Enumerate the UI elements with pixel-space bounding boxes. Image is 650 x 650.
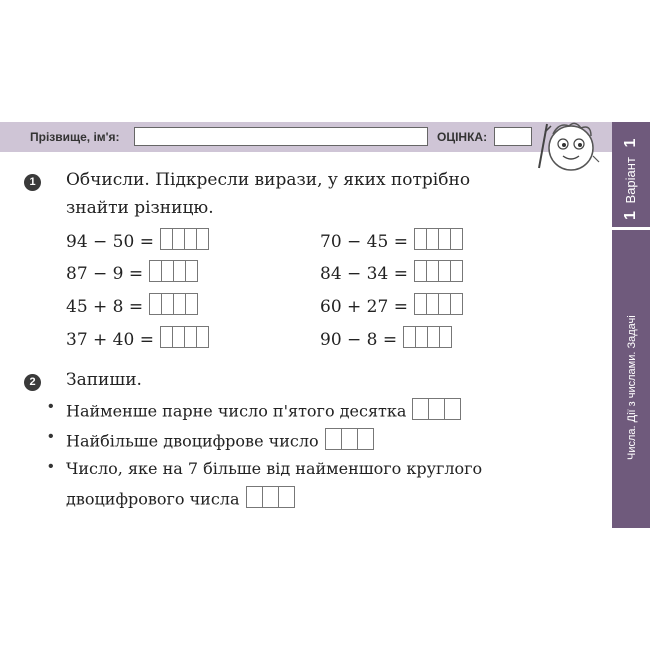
answer-grid[interactable] bbox=[325, 428, 373, 456]
answer-grid[interactable] bbox=[412, 398, 460, 426]
expression-right-2: 84 − 34 = bbox=[320, 260, 462, 289]
grade-label: ОЦІНКА: bbox=[437, 130, 488, 144]
task1-line2: знайти різницю. bbox=[66, 198, 214, 218]
expression-left-2: 87 − 9 = bbox=[66, 260, 197, 289]
expression-left-4: 37 + 40 = bbox=[66, 326, 208, 355]
expression-left-1: 94 − 50 = bbox=[66, 228, 208, 257]
answer-grid[interactable] bbox=[160, 326, 208, 355]
variant-tab bbox=[622, 139, 640, 220]
task-number-2: 2 bbox=[24, 374, 41, 391]
answer-grid[interactable] bbox=[160, 228, 208, 257]
variant-number-bottom: 1 bbox=[622, 211, 639, 220]
task2-item-3-line2: двоцифрового числа bbox=[66, 486, 294, 514]
name-field[interactable] bbox=[134, 127, 428, 146]
task2-item-2: Найбільше двоцифрове число bbox=[66, 428, 373, 456]
name-label: Прізвище, ім'я: bbox=[30, 130, 120, 144]
expression-right-4: 90 − 8 = bbox=[320, 326, 451, 355]
answer-grid[interactable] bbox=[414, 260, 462, 289]
content bbox=[0, 152, 612, 528]
answer-grid[interactable] bbox=[149, 293, 197, 322]
variant-label: Варіант bbox=[623, 157, 638, 204]
worksheet bbox=[0, 122, 650, 528]
grade-field[interactable] bbox=[494, 127, 532, 146]
topic-label: Числа. Дії з числами. Задачі bbox=[626, 315, 638, 460]
bullet: • bbox=[48, 428, 54, 445]
header-bar bbox=[0, 122, 612, 152]
task2-item-3: Число, яке на 7 більше від найменшого круглого bbox=[66, 459, 483, 478]
answer-grid[interactable] bbox=[403, 326, 451, 355]
answer-grid[interactable] bbox=[414, 228, 462, 257]
answer-grid[interactable] bbox=[149, 260, 197, 289]
task2-item-1: Найменше парне число п'ятого десятка bbox=[66, 398, 460, 426]
answer-grid[interactable] bbox=[414, 293, 462, 322]
answer-grid[interactable] bbox=[246, 486, 294, 514]
side-tab bbox=[612, 122, 650, 528]
task-number-1: 1 bbox=[24, 174, 41, 191]
expression-right-3: 60 + 27 = bbox=[320, 293, 462, 322]
bullet: • bbox=[48, 458, 54, 475]
side-divider bbox=[612, 227, 650, 230]
expression-right-1: 70 − 45 = bbox=[320, 228, 462, 257]
task1-line1: Обчисли. Підкресли вирази, у яких потрібно bbox=[66, 170, 471, 190]
expression-left-3: 45 + 8 = bbox=[66, 293, 197, 322]
bullet: • bbox=[48, 398, 54, 415]
task2-title: Запиши. bbox=[66, 370, 142, 390]
variant-number: 1 bbox=[622, 138, 639, 148]
